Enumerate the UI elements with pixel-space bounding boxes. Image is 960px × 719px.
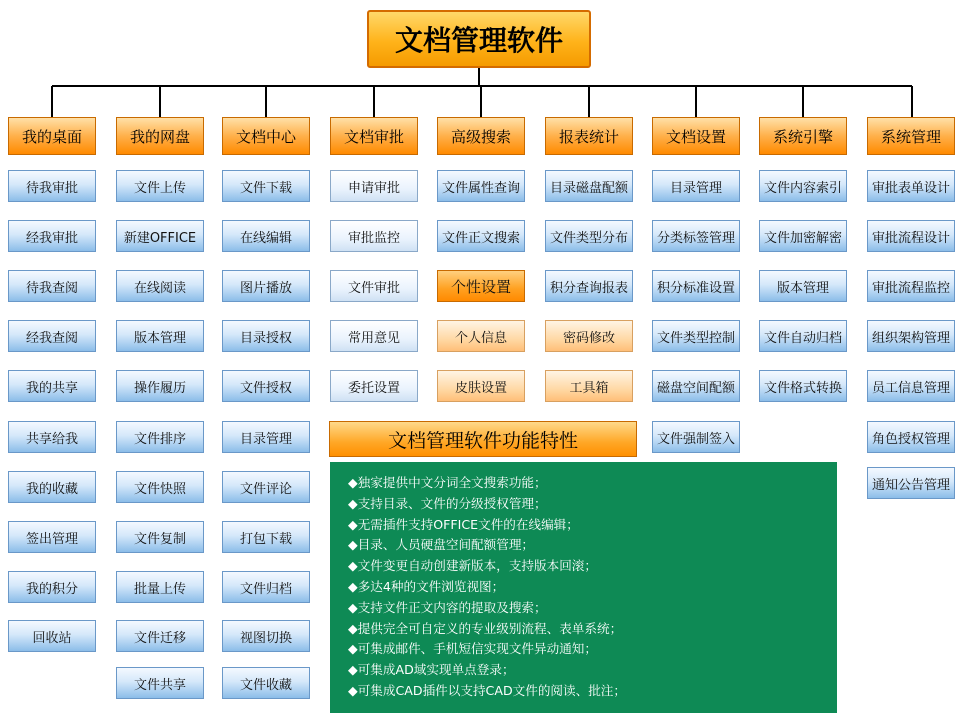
bullet-icon: ◆ [348,578,358,594]
desktop-item[interactable]: 待我查阅 [8,270,96,302]
system-admin-item[interactable]: 组织架构管理 [867,320,955,352]
features-title: 文档管理软件功能特性 [329,421,637,457]
header-reports[interactable]: 报表统计 [545,117,633,155]
netdisk-item[interactable]: 文件排序 [116,421,204,453]
desktop-item[interactable]: 经我查阅 [8,320,96,352]
feature-item: ◆多达4种的文件浏览视图； [348,578,505,594]
personal-settings-item[interactable]: 皮肤设置 [437,370,525,402]
header-netdisk[interactable]: 我的网盘 [116,117,204,155]
system-admin-item[interactable]: 审批流程监控 [867,270,955,302]
desktop-item[interactable]: 签出管理 [8,521,96,553]
doc-center-item[interactable]: 在线编辑 [222,220,310,252]
desktop-item[interactable]: 我的收藏 [8,471,96,503]
system-admin-item[interactable]: 角色授权管理 [867,421,955,453]
netdisk-item[interactable]: 版本管理 [116,320,204,352]
doc-center-item[interactable]: 视图切换 [222,620,310,652]
feature-item: ◆可集成AD域实现单点登录； [348,662,515,678]
feature-item: ◆无需插件支持OFFICE文件的在线编辑； [348,516,579,532]
desktop-item[interactable]: 待我审批 [8,170,96,202]
personal-settings-item[interactable]: 密码修改 [545,320,633,352]
bullet-icon: ◆ [348,537,358,553]
system-engine-item[interactable]: 版本管理 [759,270,847,302]
desktop-item[interactable]: 共享给我 [8,421,96,453]
doc-center-item[interactable]: 文件收藏 [222,667,310,699]
personal-settings-item[interactable]: 工具箱 [545,370,633,402]
bullet-icon: ◆ [348,620,358,636]
netdisk-item[interactable]: 新建OFFICE [116,220,204,252]
doc-settings-item[interactable]: 磁盘空间配额 [652,370,740,402]
header-doc-center[interactable]: 文档中心 [222,117,310,155]
bullet-icon: ◆ [348,641,358,657]
feature-item: ◆支持目录、文件的分级授权管理； [348,495,547,511]
header-personal-settings[interactable]: 个性设置 [437,270,525,302]
system-engine-item[interactable]: 文件内容索引 [759,170,847,202]
netdisk-item[interactable]: 批量上传 [116,571,204,603]
bullet-icon: ◆ [348,599,358,615]
system-engine-item[interactable]: 文件自动归档 [759,320,847,352]
reports-item[interactable]: 目录磁盘配额 [545,170,633,202]
desktop-item[interactable]: 回收站 [8,620,96,652]
doc-settings-item[interactable]: 文件强制签入 [652,421,740,453]
header-system-admin[interactable]: 系统管理 [867,117,955,155]
diagram-title: 文档管理软件 [367,10,591,68]
desktop-item[interactable]: 经我审批 [8,220,96,252]
header-doc-approval[interactable]: 文档审批 [330,117,418,155]
bullet-icon: ◆ [348,495,358,511]
feature-item: ◆可集成邮件、手机短信实现文件异动通知； [348,641,597,657]
system-engine-item[interactable]: 文件格式转换 [759,370,847,402]
feature-item: ◆独家提供中文分词全文搜索功能； [348,475,547,490]
feature-item: ◆文件变更自动创建新版本，支持版本回滚； [348,558,597,574]
system-admin-item[interactable]: 通知公告管理 [867,467,955,499]
netdisk-item[interactable]: 文件共享 [116,667,204,699]
netdisk-item[interactable]: 文件复制 [116,521,204,553]
header-doc-settings[interactable]: 文档设置 [652,117,740,155]
doc-settings-item[interactable]: 目录管理 [652,170,740,202]
doc-approval-item[interactable]: 委托设置 [330,370,418,402]
system-admin-item[interactable]: 审批流程设计 [867,220,955,252]
system-admin-item[interactable]: 员工信息管理 [867,370,955,402]
bullet-icon: ◆ [348,475,358,490]
reports-item[interactable]: 积分查询报表 [545,270,633,302]
reports-item[interactable]: 文件类型分布 [545,220,633,252]
doc-center-item[interactable]: 文件评论 [222,471,310,503]
feature-item: ◆目录、人员硬盘空间配额管理； [348,537,534,553]
doc-center-item[interactable]: 目录授权 [222,320,310,352]
netdisk-item[interactable]: 文件快照 [116,471,204,503]
bullet-icon: ◆ [348,662,358,678]
netdisk-item[interactable]: 文件上传 [116,170,204,202]
doc-approval-item[interactable]: 审批监控 [330,220,418,252]
header-advanced-search[interactable]: 高级搜索 [437,117,525,155]
doc-center-item[interactable]: 目录管理 [222,421,310,453]
doc-center-item[interactable]: 文件归档 [222,571,310,603]
feature-item: ◆支持文件正文内容的提取及搜索； [348,599,547,615]
netdisk-item[interactable]: 操作履历 [116,370,204,402]
system-engine-item[interactable]: 文件加密解密 [759,220,847,252]
features-panel [330,462,837,713]
doc-settings-item[interactable]: 积分标准设置 [652,270,740,302]
netdisk-item[interactable]: 在线阅读 [116,270,204,302]
doc-center-item[interactable]: 文件授权 [222,370,310,402]
doc-settings-item[interactable]: 分类标签管理 [652,220,740,252]
header-desktop[interactable]: 我的桌面 [8,117,96,155]
advanced-search-item[interactable]: 文件正文搜索 [437,220,525,252]
personal-settings-item[interactable]: 个人信息 [437,320,525,352]
doc-center-item[interactable]: 文件下载 [222,170,310,202]
doc-approval-item[interactable]: 文件审批 [330,270,418,302]
desktop-item[interactable]: 我的共享 [8,370,96,402]
bullet-icon: ◆ [348,516,358,532]
doc-approval-item[interactable]: 申请审批 [330,170,418,202]
doc-center-item[interactable]: 打包下载 [222,521,310,553]
feature-item: ◆提供完全可自定义的专业级别流程、表单系统； [348,620,623,636]
system-admin-item[interactable]: 审批表单设计 [867,170,955,202]
advanced-search-item[interactable]: 文件属性查询 [437,170,525,202]
feature-item: ◆可集成CAD插件以支持CAD文件的阅读、批注； [348,682,626,698]
doc-approval-item[interactable]: 常用意见 [330,320,418,352]
bullet-icon: ◆ [348,558,358,574]
bullet-icon: ◆ [348,682,358,698]
doc-center-item[interactable]: 图片播放 [222,270,310,302]
header-system-engine[interactable]: 系统引擎 [759,117,847,155]
doc-settings-item[interactable]: 文件类型控制 [652,320,740,352]
desktop-item[interactable]: 我的积分 [8,571,96,603]
netdisk-item[interactable]: 文件迁移 [116,620,204,652]
